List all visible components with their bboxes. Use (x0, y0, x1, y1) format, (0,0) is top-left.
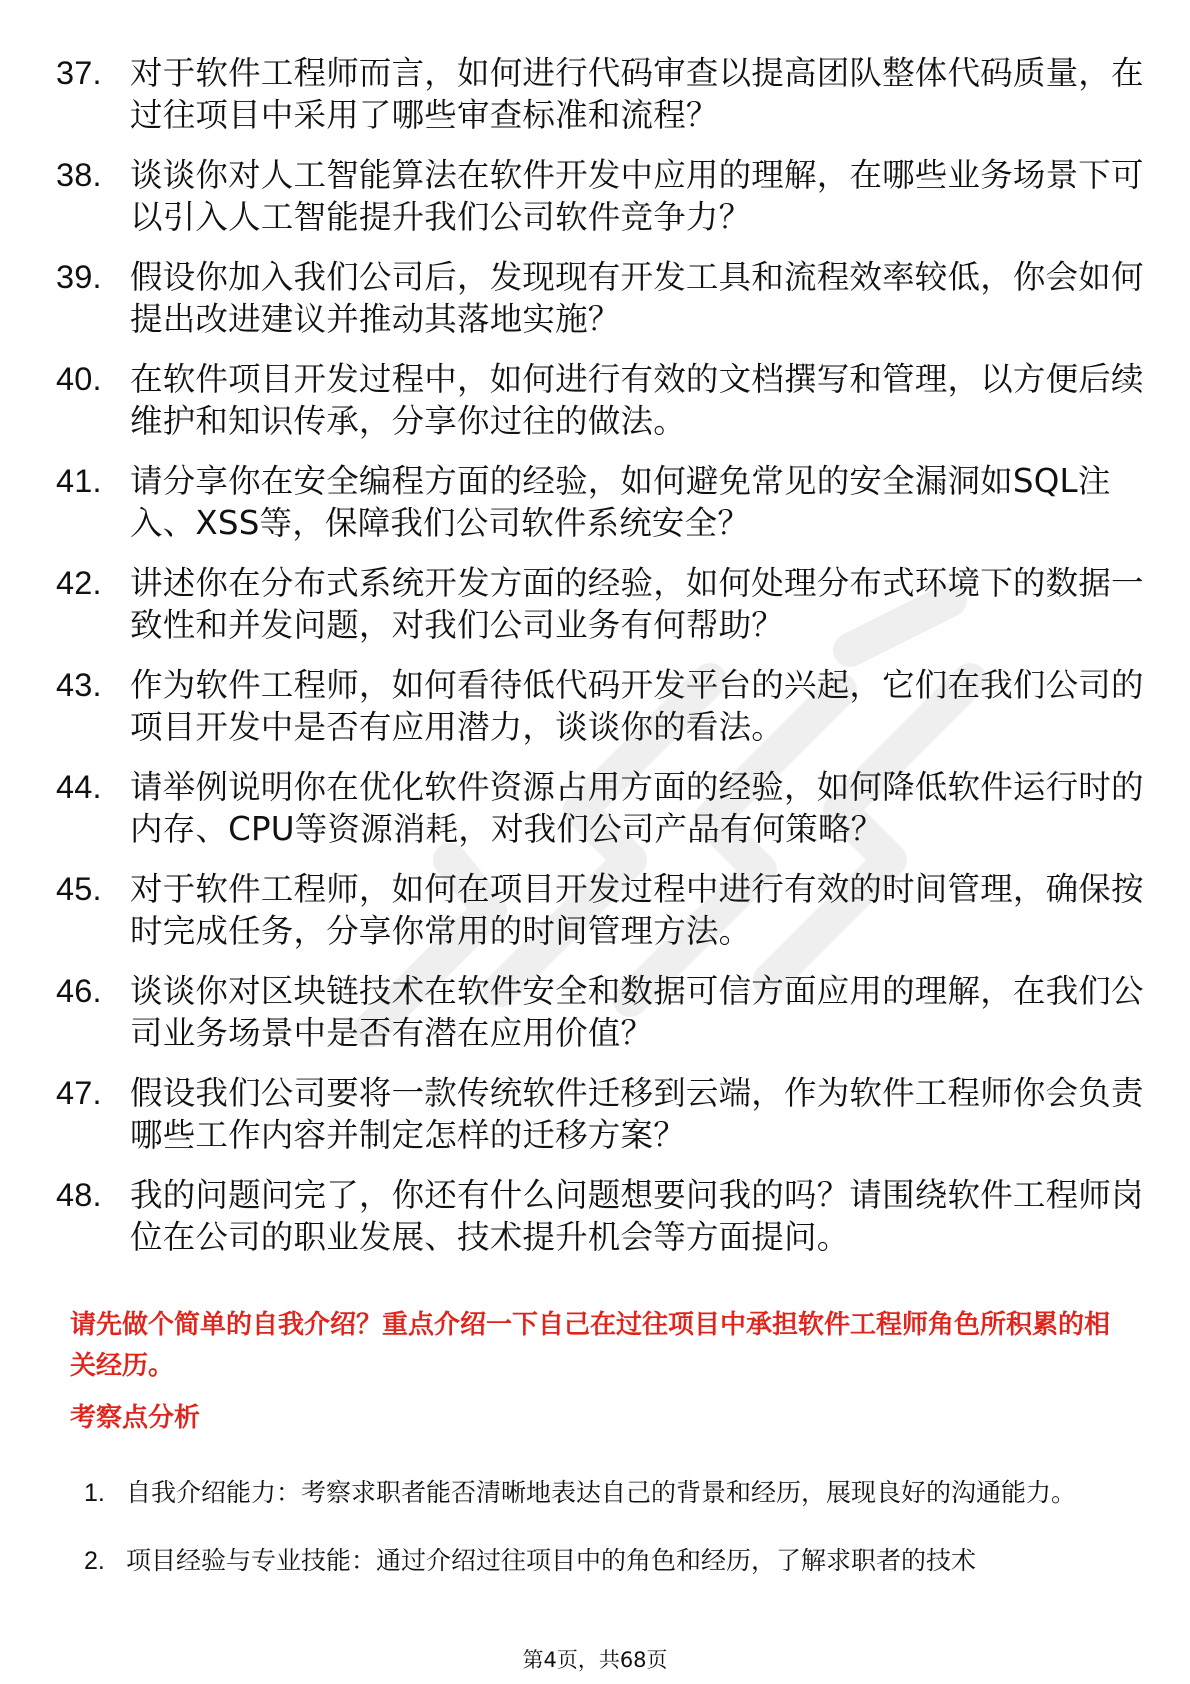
question-number: 43. (56, 667, 102, 703)
list-item (84, 1531, 1144, 1591)
analysis-text: 自我介绍能力：考察求职者能否清晰地表达自己的背景和经历，展现良好的沟通能力。 (126, 1478, 1077, 1507)
question-text: 我的问题问完了，你还有什么问题想要问我的吗？请围绕软件工程师岗位在公司的职业发展、技术提升机会等方面提问。 (130, 1176, 1144, 1256)
question-text: 请分享你在安全编程方面的经验，如何避免常见的安全漏洞如SQL注入、XSS等，保障我们公司软件系统安全？ (130, 462, 1111, 542)
question-text: 对于软件工程师而言，如何进行代码审查以提高团队整体代码质量，在过往项目中采用了哪些审查标准和流程？ (130, 54, 1144, 134)
question-text: 假设我们公司要将一款传统软件迁移到云端，作为软件工程师你会负责哪些工作内容并制定怎样的迁移方案？ (130, 1074, 1144, 1154)
question-number: 38. (56, 157, 102, 193)
question-number: 41. (56, 463, 102, 499)
question-text: 在软件项目开发过程中，如何进行有效的文档撰写和管理，以方便后续维护和知识传承，分享你过往的做法。 (130, 360, 1144, 440)
highlight-question: 请先做个简单的自我介绍？重点介绍一下自己在过往项目中承担软件工程师角色所积累的相关经历。 (70, 1310, 1111, 1381)
question-text: 作为软件工程师，如何看待低代码开发平台的兴起，它们在我们公司的项目开发中是否有应用潜力，谈谈你的看法。 (130, 666, 1144, 746)
question-text: 请举例说明你在优化软件资源占用方面的经验，如何降低软件运行时的内存、CPU等资源消耗，对我们公司产品有何策略？ (130, 768, 1144, 848)
question-text: 谈谈你对区块链技术在软件安全和数据可信方面应用的理解，在我们公司业务场景中是否有潜在应用价值？ (130, 972, 1144, 1052)
list-item (56, 256, 1146, 340)
analysis-number: 1. (84, 1479, 105, 1507)
list-item (56, 562, 1146, 646)
list-item (56, 52, 1146, 136)
question-text: 讲述你在分布式系统开发方面的经验，如何处理分布式环境下的数据一致性和并发问题，对我们公司业务有何帮助？ (130, 564, 1144, 644)
question-text: 假设你加入我们公司后，发现现有开发工具和流程效率较低，你会如何提出改进建议并推动其落地实施？ (130, 258, 1144, 338)
list-item (84, 1463, 1144, 1523)
analysis-heading: 考察点分析 (70, 1403, 201, 1433)
list-item (56, 460, 1146, 544)
list-item (56, 358, 1146, 442)
question-number: 47. (56, 1075, 102, 1111)
question-number: 39. (56, 259, 102, 295)
question-number: 37. (56, 55, 102, 91)
question-number: 42. (56, 565, 102, 601)
list-item (56, 664, 1146, 748)
analysis-list (84, 1463, 1144, 1599)
question-number: 46. (56, 973, 102, 1009)
question-number: 48. (56, 1177, 102, 1213)
question-number: 44. (56, 769, 102, 805)
list-item (56, 154, 1146, 238)
question-text: 谈谈你对人工智能算法在软件开发中应用的理解，在哪些业务场景下可以引入人工智能提升我们公司软件竞争力？ (130, 156, 1144, 236)
analysis-text: 项目经验与专业技能：通过介绍过往项目中的角色和经历，了解求职者的技术 (126, 1546, 977, 1575)
list-item (56, 1072, 1146, 1156)
list-item (56, 766, 1146, 850)
analysis-number: 2. (84, 1547, 105, 1575)
list-item (56, 970, 1146, 1054)
list-item (56, 868, 1146, 952)
question-number: 40. (56, 361, 102, 397)
list-item (56, 1174, 1146, 1258)
question-list (56, 52, 1146, 1276)
page-footer: 第4页，共68页 (522, 1648, 668, 1672)
question-number: 45. (56, 871, 102, 907)
question-text: 对于软件工程师，如何在项目开发过程中进行有效的时间管理，确保按时完成任务，分享你常用的时间管理方法。 (130, 870, 1144, 950)
